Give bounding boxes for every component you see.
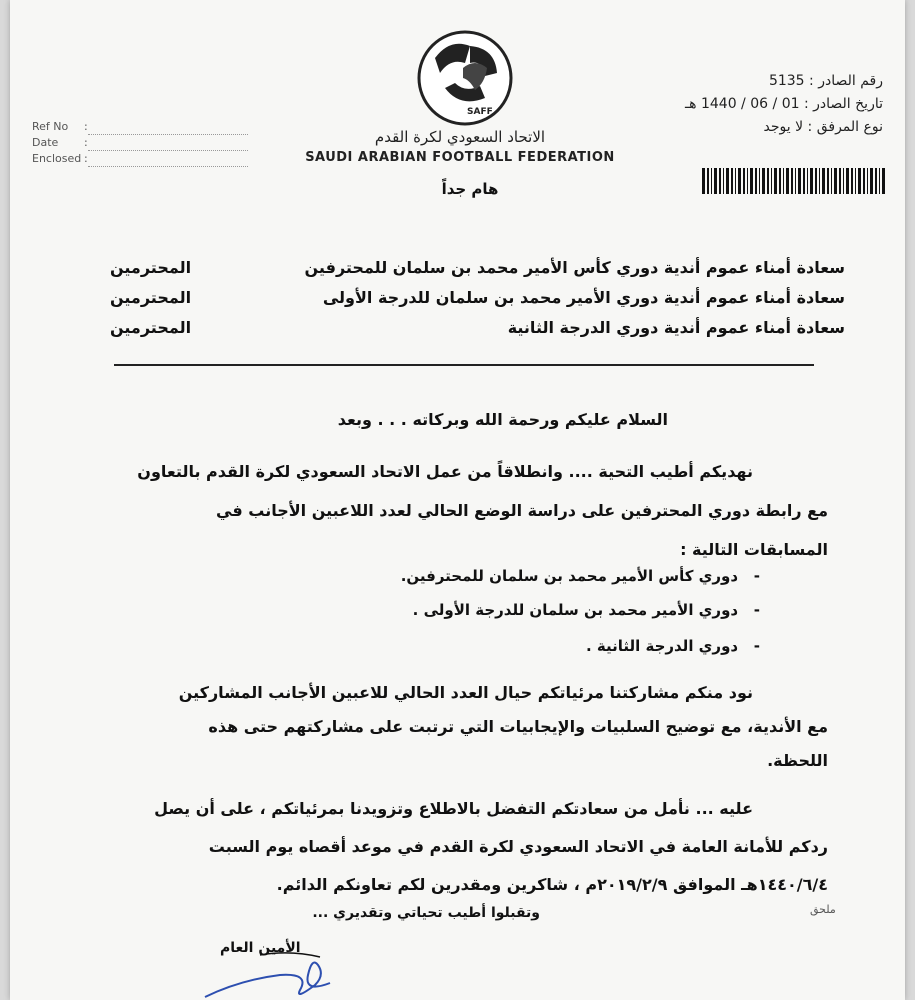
addressee-respect: المحترمين [110, 288, 192, 307]
addressee-respect: المحترمين [110, 318, 192, 337]
barcode-bar [738, 168, 741, 194]
barcode-bar [831, 168, 832, 194]
barcode-bar [843, 168, 844, 194]
ref-no-label: Ref No [32, 120, 69, 133]
barcode-bar [882, 168, 885, 194]
barcode [702, 168, 885, 194]
outgoing-number: رقم الصادر : 5135 [768, 73, 883, 89]
reference-block-arabic [685, 70, 883, 139]
barcode-bar [846, 168, 849, 194]
barcode-bar [783, 168, 784, 194]
addressee-text: سعادة أمناء عموم أندية دوري الدرجة الثانية [507, 318, 845, 337]
barcode-bar [735, 168, 736, 194]
paragraph-deadline: عليه ... نأمل من سعادتكم التفضل بالاطلاع وتزويدنا بمرئياتكم ، على أن يصل ردكم للأمانة العامة في الاتحاد السعودي لكرة القدم في موعد أقصاه يوم السبت ١٤٤٠/٦/٤هـ الموافق ٢٠١٩/٢/٩م ، شاكرين ومقدرين لكم تعاونكم الدائم. [154, 799, 828, 894]
barcode-bar [707, 168, 709, 194]
paragraph-intro: نهديكم أطيب التحية .... وانطلاقاً من عمل الاتحاد السعودي لكرة القدم بالتعاون مع رابطة دوري المحترفين على دراسة الوضع الحالي لعدد اللاعبين الأجانب في المسابقات التالية : [137, 462, 828, 559]
addressee-text: سعادة أمناء عموم أندية دوري كأس الأمير محمد بن سلمان للمحترفين [304, 258, 845, 277]
barcode-bar [867, 168, 868, 194]
barcode-bar [795, 168, 796, 194]
barcode-bar [726, 168, 729, 194]
enclosed-label: Enclosed [32, 152, 82, 165]
barcode-bar [767, 168, 769, 194]
attachment-type: نوع المرفق : لا يوجد [763, 119, 883, 135]
barcode-bar [810, 168, 813, 194]
barcode-bar [723, 168, 724, 194]
barcode-bar [759, 168, 760, 194]
outgoing-date: تاريخ الصادر : 01 / 06 / 1440 هـ [685, 96, 883, 112]
barcode-bar [755, 168, 757, 194]
barcode-bar [870, 168, 873, 194]
barcode-bar [822, 168, 825, 194]
barcode-bar [815, 168, 817, 194]
barcode-bar [827, 168, 829, 194]
barcode-bar [786, 168, 789, 194]
date-label: Date [32, 136, 59, 149]
list-item: - دوري كأس الأمير محمد بن سلمان للمحترفين. [400, 567, 760, 585]
saff-logo [415, 28, 515, 128]
barcode-bar [779, 168, 781, 194]
letter-page [10, 0, 905, 1000]
barcode-bar [747, 168, 748, 194]
barcode-bar [714, 168, 717, 194]
barcode-bar [863, 168, 865, 194]
barcode-bar [731, 168, 733, 194]
barcode-bar [834, 168, 837, 194]
barcode-bar [762, 168, 765, 194]
logo-text: SAFF [467, 107, 493, 117]
divider-line [114, 364, 814, 366]
barcode-bar [819, 168, 820, 194]
closing-line: وتقبلوا أطيب تحياتي وتقديري ... [312, 905, 540, 921]
paragraph-request: نود منكم مشاركتنا مرئياتكم حيال العدد الحالي للاعبين الأجانب المشاركين مع الأندية، مع توضيح السلبيات والإيجابيات التي ترتبت على مشاركتهم حتى هذه اللحظة. [178, 683, 828, 770]
list-item: - دوري الأمير محمد بن سلمان للدرجة الأولى . [412, 601, 760, 619]
list-item: - دوري الدرجة الثانية . [585, 637, 760, 655]
importance-label: هام جداً [441, 180, 499, 198]
barcode-bar [798, 168, 801, 194]
barcode-bar [750, 168, 753, 194]
barcode-bar [875, 168, 877, 194]
barcode-bar [774, 168, 777, 194]
addressee-respect: المحترمين [110, 258, 192, 277]
reference-block-english: Ref No : Date : Enclosed : [32, 119, 248, 167]
barcode-bar [807, 168, 808, 194]
attachment-note: ملحق [810, 903, 836, 916]
barcode-bar [858, 168, 861, 194]
greeting: السلام عليكم ورحمة الله وبركاته . . . وبعد [337, 410, 668, 429]
addressee-text: سعادة أمناء عموم أندية دوري الأمير محمد بن سلمان للدرجة الأولى [322, 288, 845, 307]
barcode-bar [719, 168, 721, 194]
barcode-bar [879, 168, 880, 194]
barcode-bar [771, 168, 772, 194]
federation-name-arabic: الاتحاد السعودي لكرة القدم [374, 128, 546, 146]
barcode-bar [702, 168, 705, 194]
barcode-bar [791, 168, 793, 194]
barcode-bar [743, 168, 745, 194]
barcode-bar [851, 168, 853, 194]
barcode-bar [839, 168, 841, 194]
barcode-bar [711, 168, 712, 194]
federation-name-english: SAUDI ARABIAN FOOTBALL FEDERATION [305, 150, 615, 165]
barcode-bar [855, 168, 856, 194]
handwritten-signature [200, 945, 350, 1000]
signatory-title: الأمين العام [220, 940, 301, 956]
barcode-bar [803, 168, 805, 194]
